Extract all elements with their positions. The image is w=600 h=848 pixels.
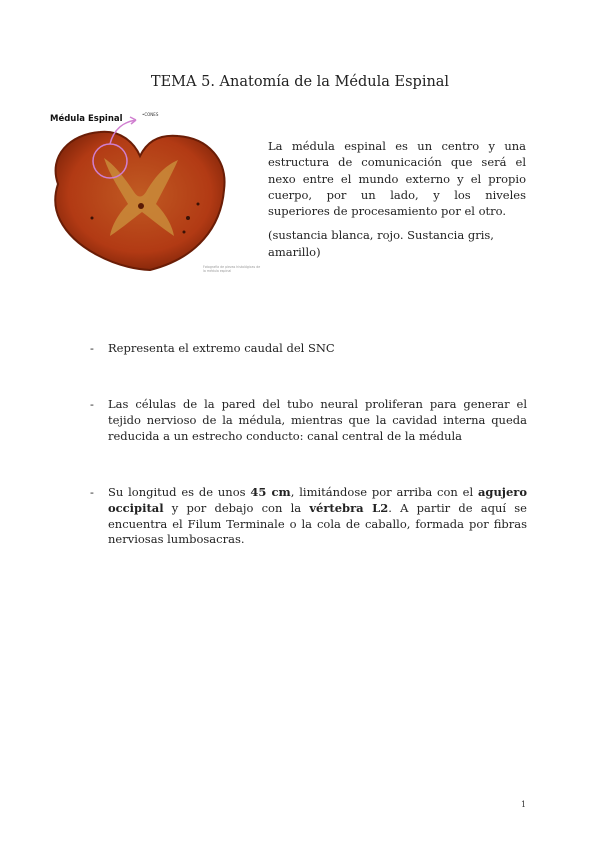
list-dash: - — [90, 341, 94, 355]
list-item-text: Las células de la pared del tubo neural proliferan para generar el tejido nervioso de la médula, mientras que la cavidad interna queda reducida a un estrecho conducto: canal central de la médula — [108, 397, 527, 443]
intro-block — [268, 138, 526, 260]
text-run: , limitándose por arriba con el — [290, 485, 478, 499]
intro-note: (sustancia blanca, rojo. Sustancia gris, amarillo) — [268, 228, 494, 259]
list-item — [90, 485, 527, 548]
list-dash: - — [90, 397, 94, 411]
list-item — [90, 397, 527, 444]
page-title: TEMA 5. Anatomía de la Médula Espinal — [150, 74, 450, 90]
spinal-cord-figure — [38, 108, 266, 284]
list-item-text: Representa el extremo caudal del SNC — [108, 341, 335, 355]
text-run: y por debajo con la — [163, 500, 310, 515]
text-run: . A partir de aquí se encuentra el Filum Terminale o la cola de caballo, formada por fibras nerviosas lumbosacras. — [108, 500, 527, 547]
bold-vertebra: vértebra L2 — [309, 500, 389, 515]
figure-small-label: •CONES — [142, 112, 159, 117]
bold-length: 45 cm — [250, 485, 291, 499]
list-dash: - — [90, 485, 94, 499]
page-number: 1 — [521, 800, 527, 809]
list-item — [90, 341, 527, 357]
text-run: Su longitud es de unos — [108, 485, 251, 499]
bold-occipital: agujero occipital — [108, 485, 528, 515]
list-item-text — [108, 485, 527, 548]
figure-credit: Fotografía de piezas histológicas de la médula espinal — [203, 265, 261, 273]
intro-paragraph: La médula espinal es un centro y una estructura de comunicación que será el nexo entre el mundo externo y el propio cuerpo, por un lado, y los niveles superiores de procesamiento por el otro. — [268, 139, 526, 219]
figure-label: Médula Espinal — [50, 114, 123, 124]
spinal-cord-image — [38, 108, 266, 284]
